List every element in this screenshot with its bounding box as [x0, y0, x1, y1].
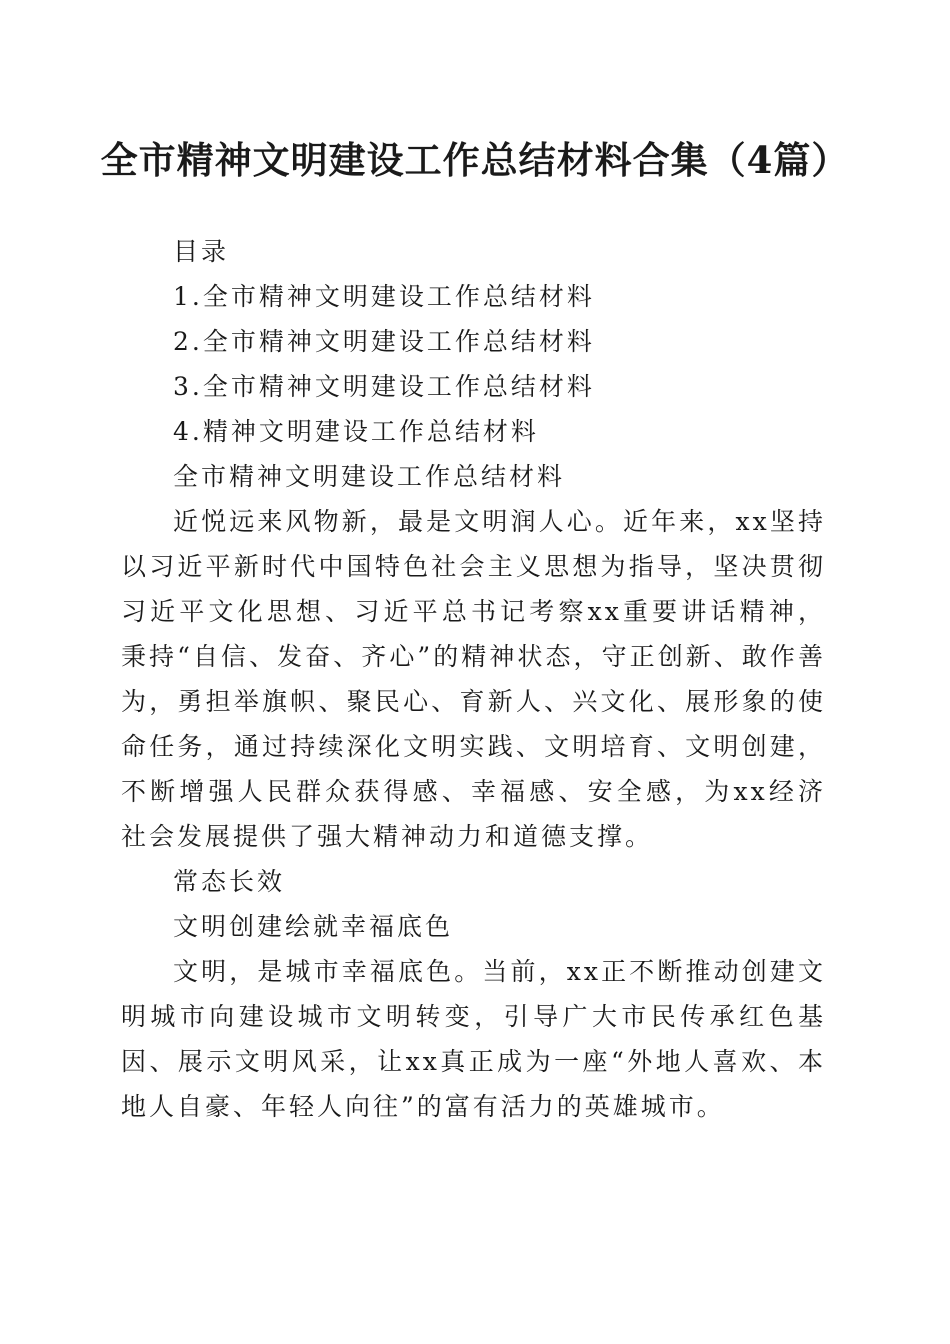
section-heading: 常态长效 — [173, 867, 286, 896]
document-body — [121, 229, 826, 1129]
section-subheading: 文明创建绘就幸福底色 — [173, 912, 454, 941]
toc-item: 2.全市精神文明建设工作总结材料 — [173, 327, 595, 356]
document-title: 全市精神文明建设工作总结材料合集（4篇） — [100, 138, 850, 182]
toc-item: 4.精神文明建设工作总结材料 — [173, 417, 539, 446]
intro-paragraph: 近悦远来风物新，最是文明润人心。近年来，xx坚持以习近平新时代中国特色社会主义思想为指导，坚决贯彻习近平文化思想、习近平总书记考察xx重要讲话精神，秉持“自信、发奋、齐心”的精神状态，守正创新、敢作善为，勇担举旗帜、聚民心、育新人、兴文化、展形象的使命任务，通过持续深化文明实践、文明培育、文明创建，不断增强人民群众获得感、幸福感、安全感，为xx经济社会发展提供了强大精神动力和道德支撑。 — [121, 507, 826, 851]
section-paragraph: 文明，是城市幸福底色。当前，xx正不断推动创建文明城市向建设城市文明转变，引导广大市民传承红色基因、展示文明风采，让xx真正成为一座“外地人喜欢、本地人自豪、年轻人向往”的富有活力的英雄城市。 — [121, 957, 826, 1121]
article-title: 全市精神文明建设工作总结材料 — [173, 462, 566, 491]
toc-item: 3.全市精神文明建设工作总结材料 — [173, 372, 595, 401]
toc-item: 1.全市精神文明建设工作总结材料 — [173, 282, 595, 311]
toc-heading: 目录 — [173, 237, 230, 266]
